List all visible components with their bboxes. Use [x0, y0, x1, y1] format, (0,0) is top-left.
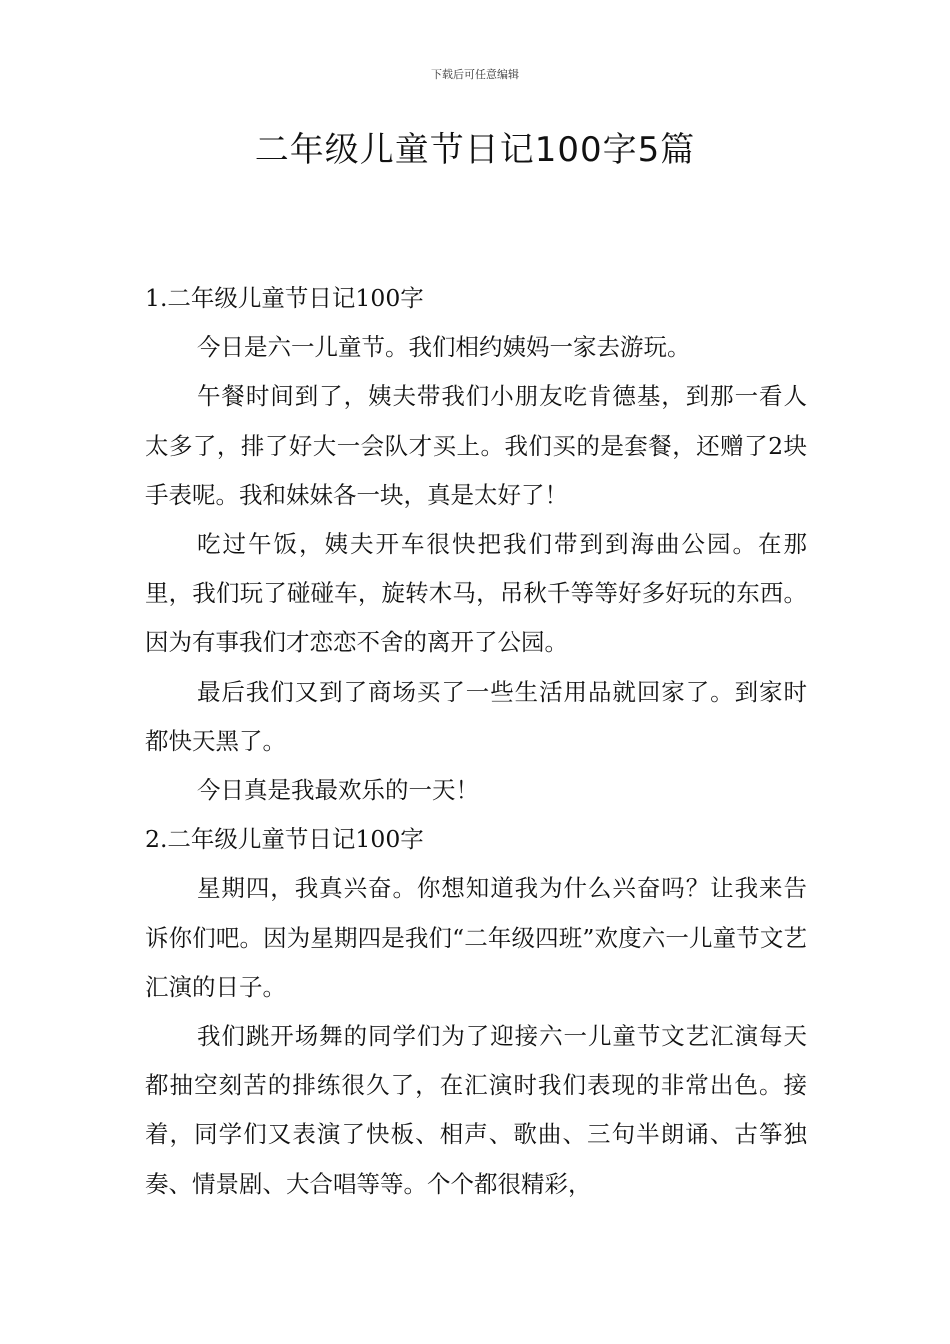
- section-heading: 1.二年级儿童节日记100字: [145, 284, 424, 312]
- document-title: 二年级儿童节日记100字5篇: [254, 130, 696, 170]
- page-header-note: 下载后可任意编辑: [431, 68, 519, 81]
- paragraph: 今日是六一儿童节。我们相约姨妈一家去游玩。: [197, 333, 691, 362]
- paragraph: 午餐时间到了，姨夫带我们小朋友吃肯德基，到那一看人太多了，排了好大一会队才买上。我们买的是套餐，还赠了2块手表呢。我和妹妹各一块，真是太好了！: [145, 382, 807, 509]
- paragraph: 最后我们又到了商场买了一些生活用品就回家了。到家时都快天黑了。: [145, 677, 807, 755]
- paragraph: 今日真是我最欢乐的一天！: [197, 776, 479, 805]
- document-body: [145, 274, 807, 1209]
- paragraph: 我们跳开场舞的同学们为了迎接六一儿童节文艺汇演每天都抽空刻苦的排练很久了，在汇演时我们表现的非常出色。接着，同学们又表演了快板、相声、歌曲、三句半朗诵、古筝独奏、情景剧、大合唱等等。个个都很精彩，: [145, 1022, 807, 1198]
- section-heading: 2.二年级儿童节日记100字: [145, 825, 424, 854]
- paragraph: 星期四，我真兴奋。你想知道我为什么兴奋吗？让我来告诉你们吧。因为星期四是我们“二年级四班”欢度六一儿童节文艺汇演的日子。: [145, 874, 807, 1001]
- paragraph: 吃过午饭，姨夫开车很快把我们带到到海曲公园。在那里，我们玩了碰碰车，旋转木马，吊秋千等等好多好玩的东西。因为有事我们才恋恋不舍的离开了公园。: [145, 530, 807, 657]
